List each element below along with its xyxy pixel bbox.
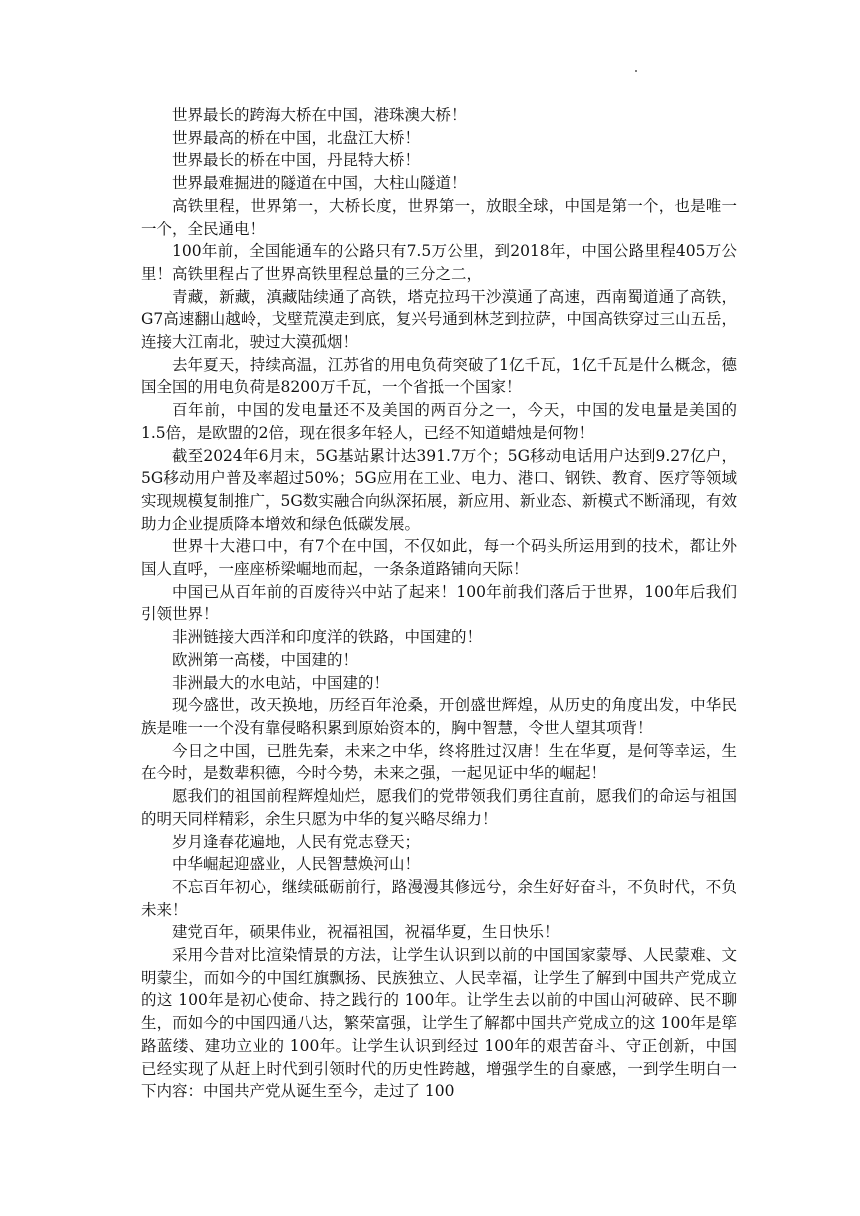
paragraph: 去年夏天，持续高温，江苏省的用电负荷突破了1亿千瓦，1亿千瓦是什么概念，德国全国的用电负荷是8200万千瓦，一个省抵一个国家！ bbox=[141, 355, 737, 397]
paragraph: 建党百年，硕果伟业，祝福祖国，祝福华夏，生日快乐！ bbox=[172, 923, 560, 942]
paragraph: 愿我们的祖国前程辉煌灿烂，愿我们的党带领我们勇往直前，愿我们的命运与祖国的明天同样精彩，余生只愿为中华的复兴略尽绵力！ bbox=[141, 787, 737, 828]
paragraph: 岁月逢春花遍地，人民有党志登天； bbox=[172, 832, 421, 851]
paragraph: 100年前，全国能通车的公路只有7.5万公里，到2018年，中国公路里程405万公里！高铁里程占了世界高铁里程总量的三分之二， bbox=[141, 242, 737, 283]
page-mark-dot bbox=[635, 70, 637, 72]
paragraph: 截至2024年6月末，5G基站累计达391.7万个；5G移动电话用户达到9.27亿户，5G移动用户普及率超过50%；5G应用在工业、电力、港口、钢铁、教育、医疗等领域实现规模复制推广，5G数实融合向纵深拓展，新应用、新业态、新模式不断涌现，有效助力企业提质降本增效和绿色低碳发展。 bbox=[141, 446, 737, 533]
paragraph: 中华崛起迎盛业，人民智慧焕河山！ bbox=[172, 855, 421, 874]
paragraph: 百年前，中国的发电量还不及美国的两百分之一，今天，中国的发电量是美国的1.5倍，是欧盟的2倍，现在很多年轻人，已经不知道蜡烛是何物！ bbox=[141, 401, 737, 442]
paragraph: 欧洲第一高楼，中国建的！ bbox=[172, 650, 359, 669]
paragraph: 中国已从百年前的百废待兴中站了起来！100年前我们落后于世界，100年后我们引领世界！ bbox=[141, 582, 737, 624]
paragraph: 非洲链接大西洋和印度洋的铁路，中国建的！ bbox=[172, 628, 483, 647]
paragraph: 世界最长的跨海大桥在中国，港珠澳大桥！ bbox=[172, 106, 467, 124]
paragraph: 非洲最大的水电站，中国建的！ bbox=[172, 673, 390, 692]
paragraph: 采用今昔对比渲染情景的方法，让学生认识到以前的中国国家蒙辱、人民蒙难、文明蒙尘，而如今的中国红旗飘扬、民族独立、人民幸福，让学生了解到中国共产党成立的这 100年是初心使命、持之践行的 100年。让学生去以前的中国山河破碎、民不聊生，而如今的中国四通八达，繁荣富强，让学生了解都中国共产党成立的这 100年是筚路蓝缕、建功立业的 100年。让学生认识到经过 100年的艰苦奋斗、守正创新，中国已经实现了从赶上时代到引领时代的历史性跨越，增强学生的自豪感，一到学生明白一下内容：中国共产党从诞生至今，走过了 100 bbox=[141, 946, 737, 1101]
paragraph: 世界十大港口中，有7个在中国，不仅如此，每一个码头所运用到的技术，都让外国人直呼，一座座桥梁崛地而起，一条条道路铺向天际！ bbox=[141, 537, 737, 579]
paragraph: 现今盛世，改天换地，历经百年沧桑，开创盛世辉煌，从历史的角度出发，中华民族是唯一一个没有靠侵略积累到原始资本的，胸中智慧，令世人望其项背！ bbox=[141, 696, 737, 737]
paragraph: 青藏，新藏，滇藏陆续通了高铁，塔克拉玛干沙漠通了高速，西南蜀道通了高铁，G7高速翻山越岭，戈壁荒漠走到底，复兴号通到林芝到拉萨，中国高铁穿过三山五岳，连接大江南北，驶过大漠孤烟！ bbox=[141, 287, 737, 352]
paragraph: 今日之中国，已胜先秦，未来之中华，终将胜过汉唐！生在华夏，是何等幸运，生在今时，是数辈积德，今时今势，未来之强，一起见证中华的崛起！ bbox=[141, 741, 737, 783]
paragraph: 不忘百年初心，继续砥砺前行，路漫漫其修远兮，余生好好奋斗，不负时代，不负未来！ bbox=[141, 877, 737, 919]
paragraph: 世界最高的桥在中国，北盘江大桥！ bbox=[172, 128, 421, 147]
paragraph: 高铁里程，世界第一，大桥长度，世界第一，放眼全球，中国是第一个，也是唯一一个，全民通电！ bbox=[141, 196, 737, 238]
paragraph: 世界最难掘进的隧道在中国，大柱山隧道！ bbox=[172, 174, 467, 193]
document-body bbox=[141, 104, 737, 1103]
paragraph: 世界最长的桥在中国，丹昆特大桥！ bbox=[172, 151, 421, 170]
